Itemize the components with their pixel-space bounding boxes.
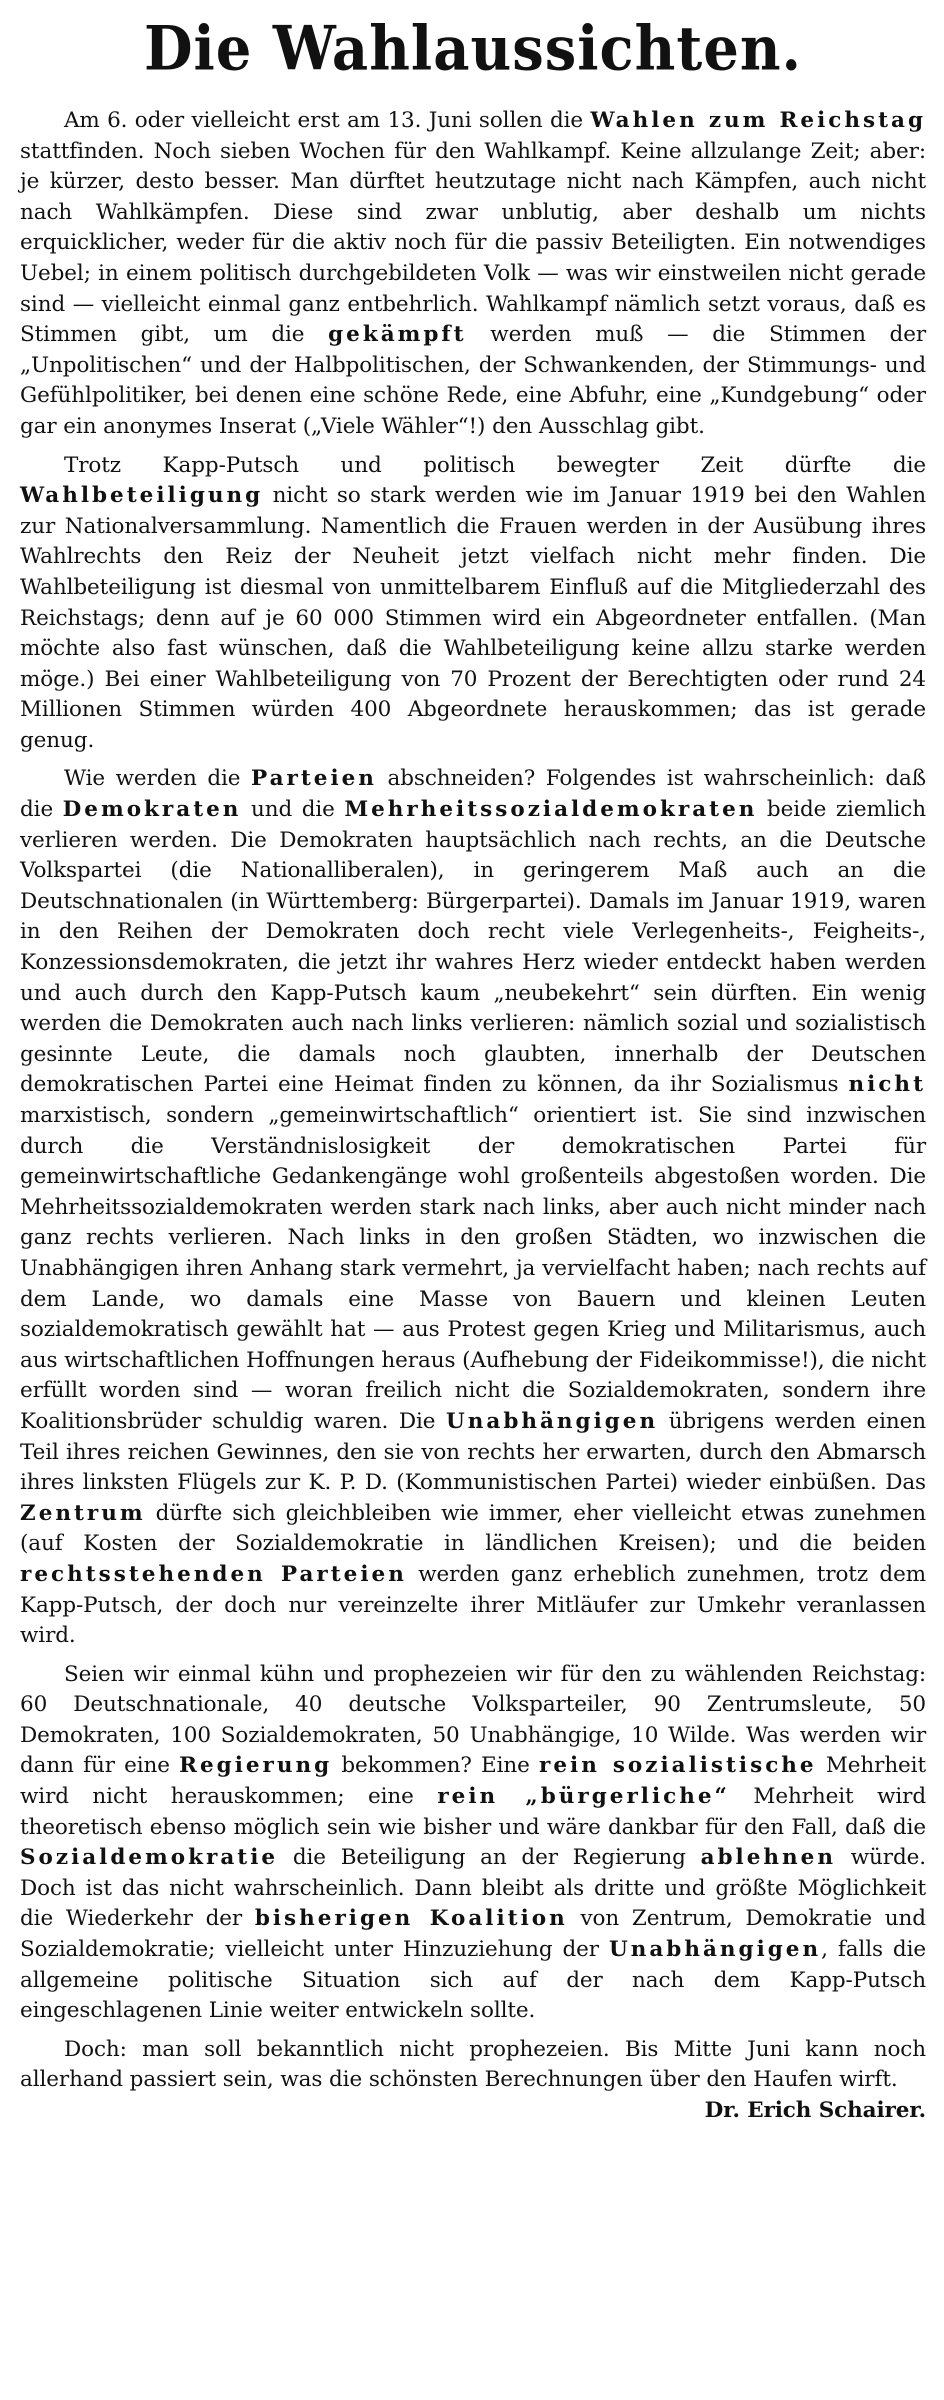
p2-emph-wahlbeteiligung: Wahlbeteiligung xyxy=(20,483,264,509)
paragraph-4 xyxy=(20,1660,926,2027)
p2-text-1: Trotz Kapp-Putsch und politisch bewegter Zeit dürfte die xyxy=(64,452,926,478)
p4-text-8: , falls die allgemeine politische Situation sich auf der nach dem Kapp-Putsch eingeschlagenen Linie weiter entwickeln sollte. xyxy=(20,1937,926,2024)
article-title: Die Wahlaussichten. xyxy=(143,13,803,85)
p3-text-8: werden ganz erheblich zunehmen, trotz dem Kapp-Putsch, der doch nur vereinzelte ihrer Mitläufer zur Umkehr veranlassen wird. xyxy=(20,1561,926,1649)
p3-text-7: dürfte sich gleichbleiben wie immer, eher vielleicht etwas zunehmen (auf Kosten der Sozialdemokratie in ländlichen Kreisen); und die beiden xyxy=(20,1500,926,1557)
p3-emph-parteien: Parteien xyxy=(250,766,377,792)
p1-emph-wahlen: Wahlen zum Reichstag xyxy=(590,108,926,133)
p1-emph-gekaempft: gekämpft xyxy=(328,322,467,348)
p4-text-5: die Beteiligung an der Regierung xyxy=(278,1845,701,1871)
p3-text-3: und die xyxy=(241,797,345,823)
p3-emph-unabhaengigen: Unabhängigen xyxy=(446,1408,659,1434)
p3-emph-zentrum: Zentrum xyxy=(20,1500,146,1526)
p4-emph-bisherigen-koalition: bisherigen Koalition xyxy=(254,1906,568,1932)
p4-emph-rein-buergerlich: rein „bürgerliche“ xyxy=(437,1784,730,1810)
p3-text-6: übrigens werden einen Teil ihres reichen Gewinnes, den sie von rechts her erwarten, durch den Abmarsch ihres linksten Flügels zur K. P. D. (Kommunistischen Partei) wieder einbüßen. Das xyxy=(20,1408,926,1496)
p4-text-1: Seien wir einmal kühn und prophezeien wir für den zu wählenden Reichstag: 60 Deutschnationale, 40 deutsche Volksparteiler, 90 Zentrumsleute, 50 Demokraten, 100 Sozialdemokraten, 50 Unabhängige, 10 Wilde. Was werden wir dann für eine xyxy=(20,1661,926,1779)
p2-text-2: nicht so stark werden wie im Januar 1919 bei den Wahlen zur Nationalversammlung. Namentlich die Frauen werden in der Ausübung ihres Wahlrechts den Reiz der Neuheit jetzt vielfach nicht mehr finden. Die Wahlbeteiligung ist diesmal von unmittelbarem Einfluß auf die Mitgliederzahl des Reichstags; denn auf je 60 000 Stimmen wird ein Abgeordneter entfallen. (Man möchte also fast wünschen, daß die Wahlbeteiligung keine allzu starke werden möge.) Bei einer Wahlbeteiligung von 70 Prozent der Berechtigten oder rund 24 Millionen Stimmen würden 400 Abgeordnete herauskommen; das ist gerade genug. xyxy=(20,483,926,753)
p3-emph-nicht: nicht xyxy=(848,1072,926,1098)
author-signature: Dr. Erich Schairer. xyxy=(704,2098,926,2123)
p4-text-6: würde. Doch ist das nicht wahrscheinlich. Dann bleibt als dritte und größte Möglichkeit die Wiederkehr der xyxy=(20,1845,926,1932)
p1-text-3: werden muß — die Stimmen der „Unpolitischen“ und der Halbpolitischen, der Schwankenden, der Stimmungs- und Gefühlpolitiker, bei denen eine schöne Rede, eine Abfuhr, eine „Kundgebung“ oder gar ein anonymes Inserat („Viele Wähler“!) den Ausschlag gibt. xyxy=(20,322,926,439)
paragraph-2 xyxy=(20,451,926,757)
p3-emph-mehrheit: Mehrheitssozialdemokraten xyxy=(344,797,758,823)
p4-text-4: Mehrheit wird theoretisch ebenso möglich sein wie bisher und wäre dankbar für den Fall, daß die xyxy=(20,1784,926,1840)
p5-text-1: Doch: man soll bekanntlich nicht prophezeien. Bis Mitte Juni kann noch allerhand passiert sein, was die schönsten Berechnungen über den Haufen wirft. xyxy=(20,2036,926,2093)
p3-text-1: Wie werden die xyxy=(64,766,251,792)
p4-text-3: Mehrheit wird nicht herauskommen; eine xyxy=(20,1753,927,1810)
p3-emph-demokraten: Demokraten xyxy=(62,797,242,823)
p4-emph-sozialdemokratie: Sozialdemokratie xyxy=(20,1845,279,1871)
p4-emph-ablehnen: ablehnen xyxy=(700,1845,836,1871)
p1-text-2: stattfinden. Noch sieben Wochen für den Wahlkampf. Keine allzulange Zeit; aber: je kürzer, desto besser. Man dürftet heutzutage nicht nach Kämpfen, auch nicht nach Wahlkämpfen. Diese sind zwar unblutig, aber deshalb um nichts erquicklicher, weder für die aktiv noch für die passiv Beteiligten. Ein notwendiges Uebel; in einem politisch durchgebildeten Volk — was wir einstweilen nicht gerade sind — vielleicht einmal ganz entbehrlich. Wahlkampf nämlich setzt voraus, daß es Stimmen gibt, um die xyxy=(20,138,926,348)
article-body xyxy=(20,106,927,2123)
paragraph-1 xyxy=(20,106,926,443)
p3-text-2: abschneiden? Folgendes ist wahrscheinlich: daß die xyxy=(20,766,926,823)
p4-text-2: bekommen? Eine xyxy=(332,1753,540,1779)
p4-emph-unabhaengigen-2: Unabhängigen xyxy=(609,1937,822,1963)
p3-text-5: marxistisch, sondern „gemeinwirtschaftlich“ orientiert ist. Sie sind inzwischen durch die Verständnislosigkeit der demokratischen Partei für gemeinwirtschaftliche Gedankengänge wohl großenteils abgestoßen worden. Die Mehrheitssozialdemokraten werden stark nach links, aber auch nicht minder nach ganz rechts verlieren. Nach links in den großen Städten, wo inzwischen die Unabhängigen ihren Anhang stark vermehrt, ja vervielfacht haben; nach rechts auf dem Lande, wo damals eine Masse von Bauern und kleinen Leuten sozialdemokratisch gewählt hat — aus Protest gegen Krieg und Militarismus, auch aus wirtschaftlichen Hoffnungen heraus (Aufhebung der Fideikommisse!), die nicht erfüllt worden sind — woran freilich nicht die Sozialdemokraten, sondern ihre Koalitionsbrüder schuldig waren. Die xyxy=(20,1103,926,1434)
p3-emph-rechts: rechtsstehenden Parteien xyxy=(20,1561,407,1587)
p3-text-4: beide ziemlich verlieren werden. Die Demokraten hauptsächlich nach rechts, an die Deutsche Volkspartei (die Nationalliberalen), in geringerem Maß auch an die Deutschnationalen (in Württemberg: Bürgerpartei). Damals im Januar 1919, waren in den Reihen der Demokraten doch recht viele Verlegenheits-, Feigheits-, Konzessionsdemokraten, die jetzt ihr wahres Herz wieder entdeckt haben werden und auch durch den Kapp-Putsch kaum „neubekehrt“ sein dürften. Ein wenig werden die Demokraten auch nach links verlieren: nämlich sozial und sozialistisch gesinnte Leute, die damals noch glaubten, innerhalb der Deutschen demokratischen Partei eine Heimat finden zu können, da ihr Sozialismus xyxy=(20,797,926,1098)
p4-emph-regierung: Regierung xyxy=(179,1753,333,1779)
p1-text-1: Am 6. oder vielleicht erst am 13. Juni sollen die xyxy=(64,108,591,133)
paragraph-3 xyxy=(20,764,926,1651)
p4-text-7: von Zentrum, Demokratie und Sozialdemokratie; vielleicht unter Hinzuziehung der xyxy=(20,1906,926,1963)
p4-emph-rein-sozialistisch: rein sozialistische xyxy=(539,1753,817,1779)
paragraph-5 xyxy=(20,2035,926,2123)
